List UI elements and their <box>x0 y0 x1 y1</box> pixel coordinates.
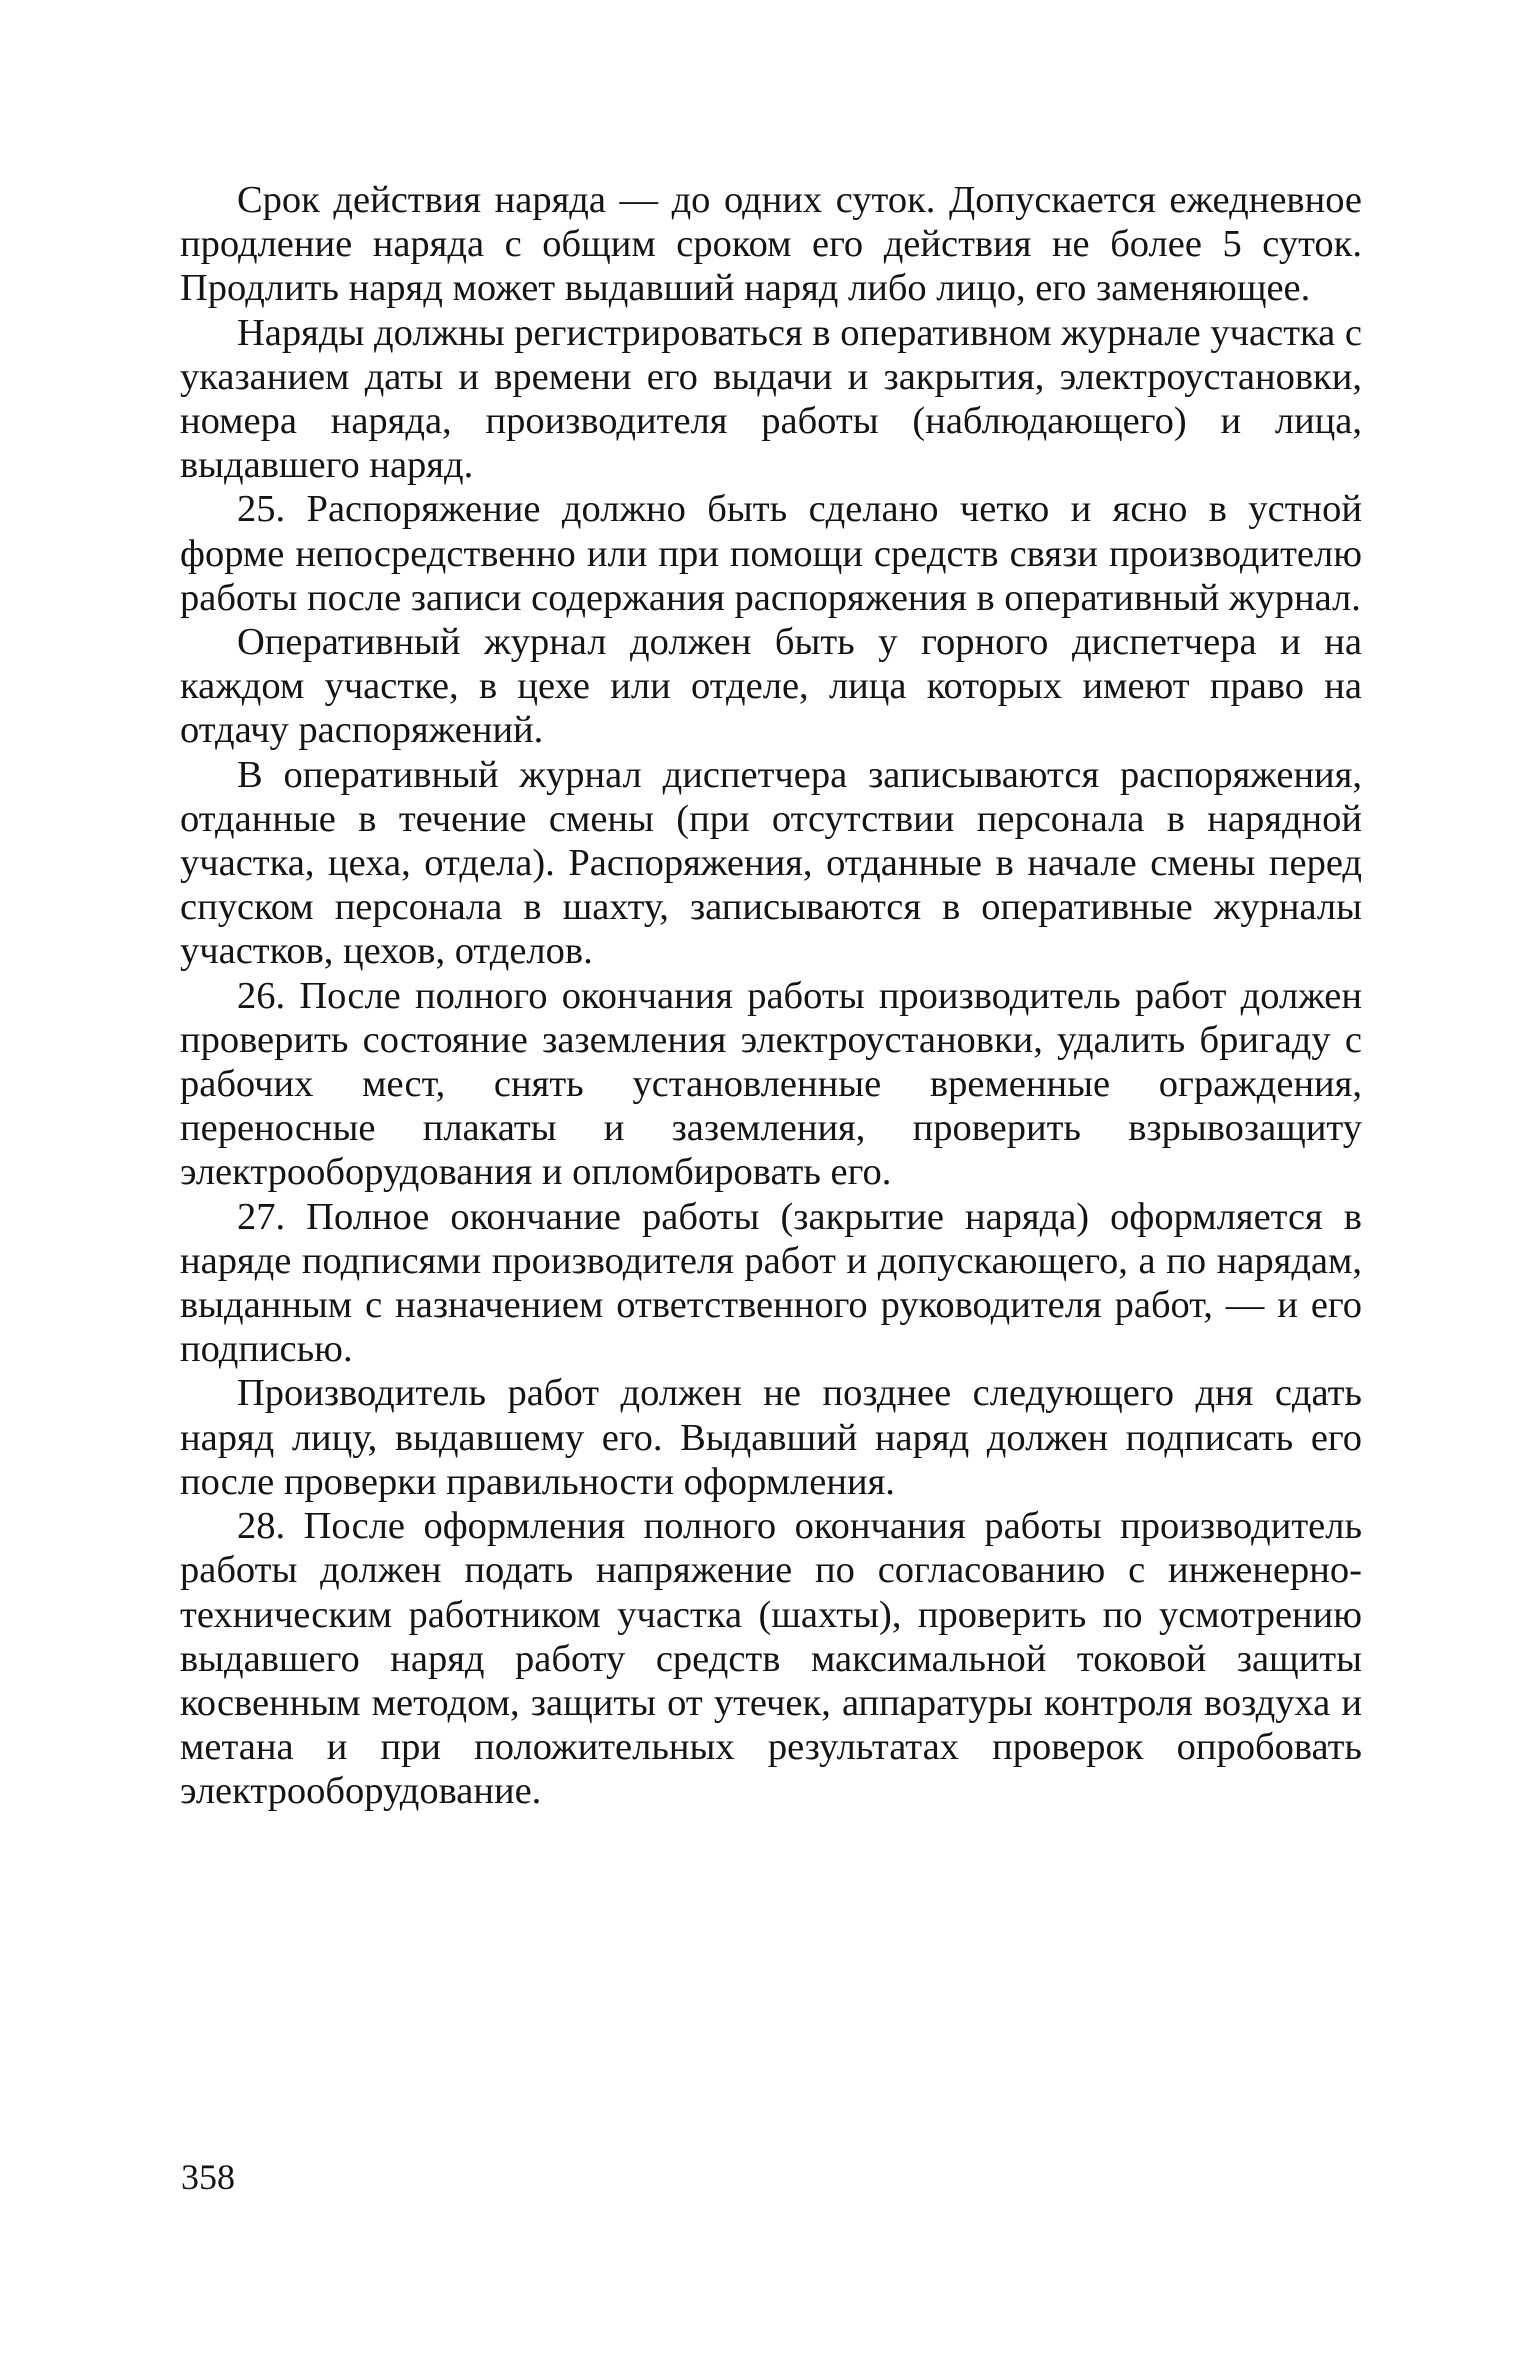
page-number: 358 <box>181 2157 235 2197</box>
paragraph-registration: Наряды должны регистрироваться в оперативном журнале участка с указанием даты и времени его выдачи и закрытия, электроустановки, номера наряда, производителя работы (наблюдающего) и лица, выдавшего наряд. <box>180 311 1362 487</box>
paragraph-hand-over: Производитель работ должен не позднее следующего дня сдать наряд лицу, выдавшему его. Выдавший наряд должен подписать его после проверки правильности оформления. <box>180 1372 1362 1503</box>
paragraph-item-28: 28. После оформления полного окончания работы производитель работы должен подать напряжение по согласованию с инженерно-техническим работником участка (шахты), проверить по усмотрению выдавшего наряд работу средств максимальной токовой защиты косвенным методом, защиты от утечек, аппаратуры контроля воздуха и метана и при положительных результатах проверок опробовать электрооборудование. <box>180 1505 1362 1813</box>
paragraph-item-27: 27. Полное окончание работы (закрытие наряда) оформляется в наряде подписями производителя работ и допускающего, а по нарядам, выданным с назначением ответственного руководителя работ, — и его подписью. <box>180 1195 1362 1371</box>
body-text <box>180 178 1362 1814</box>
paragraph-operative-journal: Оперативный журнал должен быть у горного диспетчера и на каждом участке, в цехе или отделе, лица которых имеют право на отдачу распоряжений. <box>180 621 1362 752</box>
paragraph-item-26: 26. После полного окончания работы производитель работ должен проверить состояние заземления электроустановки, удалить бригаду с рабочих мест, снять установленные временные ограждения, переносные плакаты и заземления, проверить взрывозащиту электрооборудования и опломбировать его. <box>180 974 1362 1194</box>
paragraph-dispatcher-journal: В оперативный журнал диспетчера записываются распоряжения, отданные в течение смены (при отсутствии персонала в нарядной участка, цеха, отдела). Распоряжения, отданные в начале смены перед спуском персонала в шахту, записываются в оперативные журналы участков, цехов, отделов. <box>180 753 1362 973</box>
paragraph-validity-period: Срок действия наряда — до одних суток. Допускается ежедневное продление наряда с общим сроком его действия не более 5 суток. Продлить наряд может выдавший наряд либо лицо, его заменяющее. <box>180 179 1362 310</box>
paragraph-item-25: 25. Распоряжение должно быть сделано четко и ясно в устной форме непосредственно или при помощи средств связи производителю работы после записи содержания распоряжения в оперативный журнал. <box>180 488 1362 619</box>
